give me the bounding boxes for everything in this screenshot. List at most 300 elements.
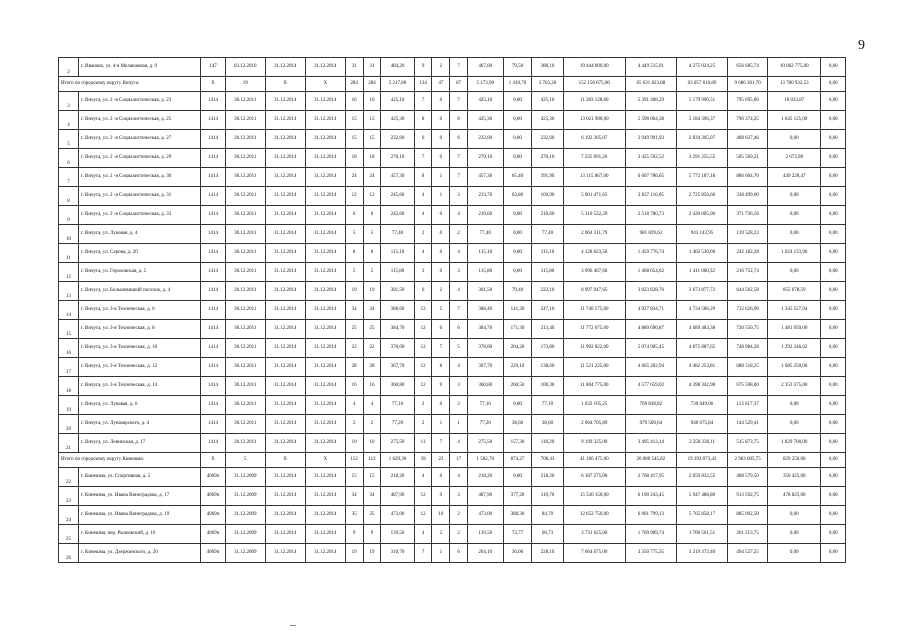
table-row [59,358,846,377]
table-cell: 0 [432,468,450,487]
table-cell: 31.12.2014 [305,111,345,130]
table-cell: 5 765 858,17 [676,506,727,525]
page-number: 9 [858,38,865,53]
table-cell: 0,00 [821,111,846,130]
table-cell: 371 736,56 [728,206,768,225]
table-cell: 30.12.2011 [225,301,265,320]
table-cell: 0,00 [821,396,846,415]
table-row [59,187,846,206]
table-cell: 218,20 [468,468,504,487]
table-cell: 0 [432,206,450,225]
table-cell: 0,00 [768,525,821,544]
table-cell: 31.12.2014 [305,301,345,320]
table-cell: 115,10 [532,244,563,263]
row-number: 13 [59,282,79,301]
table-cell: 157,30 [503,434,532,453]
table-cell: 31.12.2014 [305,225,345,244]
table-cell: 360,80 [381,377,414,396]
table-cell: 12 [414,301,432,320]
table-cell: 350 425,00 [768,468,821,487]
row-number: 19 [59,396,79,415]
table-cell: 141,30 [503,301,532,320]
table-cell: 8 [345,244,363,263]
address-cell: г. Кинешма, ул. Ивана Виноградова, д. 19 [79,506,201,525]
table-cell: 478 825,00 [768,487,821,506]
table-cell: 260,50 [503,377,532,396]
table-cell: 100,30 [532,377,563,396]
table-row [59,506,846,525]
table-cell: 30.12.2011 [225,130,265,149]
address-cell: г. Иваново, ул. 4-я Меланжевая, д. 9 [79,58,201,77]
row-number: 18 [59,377,79,396]
table-cell: 4 [450,434,468,453]
table-cell: 457,30 [381,168,414,187]
table-cell: 261 213,75 [728,525,768,544]
row-number: 20 [59,415,79,434]
table-cell: 7 [414,544,432,563]
row-number: 2 [59,58,79,77]
table-cell: 0,00 [821,282,846,301]
table-cell: 41 166 475,00 [563,453,625,468]
table-cell: 1414 [201,339,225,358]
table-cell: 2 [414,396,432,415]
table-cell: 0,00 [821,77,846,92]
table-cell: 4 [450,282,468,301]
table-cell: 0,00 [821,487,846,506]
table-cell: 0 [432,130,450,149]
address-cell: г. Вичуга, ул. 2 -я Социалистическая, д. 31 [79,187,201,206]
table-cell: 3 [450,487,468,506]
table-cell: 1 629,30 [381,453,414,468]
table-cell: 0,00 [503,206,532,225]
table-cell: 77,10 [381,396,414,415]
table-cell: 30.12.2011 [225,263,265,282]
table-cell: 1 468 654,62 [625,263,676,282]
table-cell: 0 [432,396,450,415]
table-cell: 6 190 243,45 [625,487,676,506]
table-cell: 829 250,00 [768,453,821,468]
table-cell: 115,10 [468,244,504,263]
table-cell: 31.12.2014 [265,396,305,415]
table-cell: 1 [432,544,450,563]
table-cell: 886 664,70 [728,168,768,187]
table-cell: 4 [450,358,468,377]
table-cell: 2 420 005,00 [676,206,727,225]
table-cell: 0,00 [821,415,846,434]
table-cell: 25 [345,320,363,339]
table-cell: 173,80 [532,339,563,358]
table-cell: 0,00 [821,525,846,544]
table-cell: 31.12.2014 [305,468,345,487]
table-cell: 22 [363,339,381,358]
scan-mark [290,625,296,626]
row-number: 15 [59,320,79,339]
table-cell: 65 631 823,88 [625,77,676,92]
table-cell: 473,00 [468,506,504,525]
table-cell: 31.12.2014 [305,206,345,225]
table-cell: 301,50 [381,282,414,301]
table-cell: 3 219 372,40 [676,544,727,563]
table-cell: 0,00 [821,149,846,168]
table-cell: 31.12.2009 [225,525,265,544]
table-row [59,206,846,225]
table-cell: 0,00 [503,225,532,244]
table-cell: 1 345 527,04 [768,301,821,320]
table-cell: 30.12.2011 [225,320,265,339]
table-cell: 4 734 586,29 [676,301,727,320]
table-cell: 4 128 623,58 [563,244,625,263]
table-cell: 1414 [201,225,225,244]
table-cell: 505 569,21 [728,149,768,168]
table-cell: 494 527,25 [728,544,768,563]
table-cell: 0,00 [768,396,821,415]
table-cell: 31.12.2014 [265,168,305,187]
table-cell: 0,00 [821,544,846,563]
table-cell: 425,30 [532,111,563,130]
table-cell: 139,50 [381,525,414,544]
table-cell: 31.12.2009 [225,506,265,525]
table-cell: 9 199 325,00 [563,434,625,453]
table-cell: 12 652 750,00 [563,506,625,525]
table-cell: 31.12.2009 [225,544,265,563]
table-cell: 855 678,59 [768,282,821,301]
table-cell: 5 391 408,29 [625,92,676,111]
table-cell: 30.12.2011 [225,149,265,168]
table-cell: 8 [414,168,432,187]
table-cell: 0,00 [821,320,846,339]
table-cell: 270,10 [468,149,504,168]
table-cell: 65,40 [503,168,532,187]
table-cell: 739 649,06 [676,396,727,415]
table-cell: 31.12.2014 [265,130,305,149]
table-cell: 38,60 [503,415,532,434]
table-cell: 12 [414,320,432,339]
table-cell: 31.12.2014 [305,244,345,263]
row-number: 17 [59,358,79,377]
table-cell: 5 596 004,38 [625,111,676,130]
table-cell: 20 080 545,82 [625,453,676,468]
table-cell: 6 [414,282,432,301]
table-cell: 19 [345,544,363,563]
table-cell: 77,20 [381,415,414,434]
table-cell: 16 033,87 [768,92,821,111]
table-cell: 72,77 [503,525,532,544]
table-cell: 0,00 [821,377,846,396]
table-row [59,544,846,563]
table-cell: 270,10 [381,149,414,168]
table-cell: 0,00 [768,263,821,282]
table-cell: 30.12.2011 [225,206,265,225]
table-cell: 28 [363,358,381,377]
table-cell: 0,00 [821,58,846,77]
table-cell: X [201,77,225,92]
table-cell: 0,00 [821,358,846,377]
table-cell: 5 217,80 [381,77,414,92]
address-cell: г. Вичуга, ул. Большевицкий поселок, д. 4 [79,282,201,301]
table-cell: 31.12.2014 [305,525,345,544]
table-cell: 11 383 128,60 [563,92,625,111]
table-cell: 4 275 024,25 [676,58,727,77]
table-cell: 11 804 775,00 [563,377,625,396]
table-cell: 3 731 625,00 [563,525,625,544]
table-cell: 708,43 [532,453,563,468]
table-cell: 47 [432,77,450,92]
table-cell: 264,10 [468,544,504,563]
table-cell: 31.12.2014 [265,506,305,525]
table-cell: 15 [345,468,363,487]
table-cell: 210,60 [532,206,563,225]
table-cell: 242 182,28 [728,244,768,263]
table-cell: 378,00 [381,339,414,358]
address-cell: г. Вичуга, ул. Луначарского, д. 4 [79,415,201,434]
table-row [59,149,846,168]
table-cell: 2 [432,525,450,544]
table-cell: 388,10 [532,58,563,77]
table-cell: 275,50 [381,434,414,453]
address-cell: г. Кинешма, ул. Спортивная, д. 5 [79,468,201,487]
table-cell: 2 949 991,93 [625,130,676,149]
table-cell: 8 [432,358,450,377]
table-cell: 5 [345,263,363,282]
row-number: 25 [59,525,79,544]
table-cell: 3 673 877,72 [676,282,727,301]
subtotal-label: Итого по городскому округу Кинешма: [59,453,201,468]
table-cell: 118,20 [532,434,563,453]
table-cell: 1414 [201,187,225,206]
row-number: 8 [59,187,79,206]
table-cell: 213,40 [532,320,563,339]
table-cell: 210,60 [468,206,504,225]
table-cell: 11 992 022,00 [563,339,625,358]
table-cell: 112 [345,453,363,468]
table-cell: 720 550,75 [728,320,768,339]
table-cell: 3 823 828,76 [625,282,676,301]
table-cell: 5 947 488,80 [676,487,727,506]
table-cell: 31.12.2009 [225,468,265,487]
row-number: 21 [59,434,79,453]
table-cell: 360,80 [468,377,504,396]
table-cell: 2 [450,506,468,525]
table-cell: 2 834 305,07 [676,130,727,149]
table-cell: 4069п [201,487,225,506]
table-cell: X [305,453,345,468]
table-cell: 0,00 [768,130,821,149]
address-cell: г. Вичуга, ул. 2 -я Социалистическая, д. 29 [79,149,201,168]
row-number: 10 [59,225,79,244]
table-cell: 4 665 202,94 [625,358,676,377]
table-cell: 487,90 [381,487,414,506]
table-cell: 77,40 [532,225,563,244]
table-cell: 204,20 [503,339,532,358]
table-cell: 31.12.2014 [265,187,305,206]
table-cell: 4069п [201,544,225,563]
table-cell: 310,70 [381,544,414,563]
table-cell: 408 637,46 [728,130,768,149]
table-cell: 11 772 675,00 [563,320,625,339]
table-cell: X [265,77,305,92]
table-cell: 5 901 471,65 [563,187,625,206]
table-cell: 7 225 091,26 [563,149,625,168]
table-cell: 15 [345,111,363,130]
table-cell: 169,90 [532,187,563,206]
table-cell: 5 [363,225,381,244]
table-cell: 367,70 [381,358,414,377]
table-cell: 19 444 000,00 [563,58,625,77]
table-cell: 30.12.2011 [225,225,265,244]
table-cell: 5 074 905,45 [625,339,676,358]
table-cell: 515 873,75 [728,434,768,453]
table-cell: 3 350 775,35 [625,544,676,563]
table-cell: 39 [414,453,432,468]
table-cell: 2 518 780,73 [625,206,676,225]
table-cell: 0,00 [503,130,532,149]
table-cell: 4069п [201,525,225,544]
table-cell: 245,60 [381,187,414,206]
table-cell: 940 675,84 [676,415,727,434]
table-cell: 12 [363,187,381,206]
table-cell: 4 577 659,02 [625,377,676,396]
table-cell: 913 592,75 [728,487,768,506]
table-cell: 66,73 [532,525,563,544]
table-cell: 1414 [201,434,225,453]
table-cell: 113 617,37 [728,396,768,415]
table-cell: 2 673,98 [768,149,821,168]
table-cell: 0,00 [768,187,821,206]
table-cell: 31.12.2014 [265,377,305,396]
table-cell: 31.12.2014 [305,168,345,187]
table-cell: 30.12.2011 [225,358,265,377]
table-cell: 0,00 [768,506,821,525]
table-cell: 1 024 133,96 [768,244,821,263]
table-cell: 1 [432,168,450,187]
table-cell: 31.12.2014 [265,487,305,506]
table-row [59,487,846,506]
table-cell: 2 [432,58,450,77]
table-cell: 12 [414,358,432,377]
table-cell: 115,80 [468,263,504,282]
table-cell: 675 598,00 [728,377,768,396]
table-row [59,58,846,77]
table-cell: 8 997 947,65 [563,282,625,301]
table-cell: 30.12.2011 [225,396,265,415]
table-cell: 5 772 187,18 [676,168,727,187]
table-cell: 12 [414,377,432,396]
table-cell: 2 659 832,55 [676,468,727,487]
table-cell: 31.12.2014 [265,149,305,168]
table-cell: 2 725 856,60 [676,187,727,206]
table-cell: 22 [432,453,450,468]
table-cell: 139,50 [468,525,504,544]
table-cell: 0 [432,92,450,111]
table-cell: 4 875 887,65 [676,339,727,358]
table-cell: 732 626,96 [728,301,768,320]
table-cell: 981 839,62 [625,225,676,244]
table-cell: 5 184 396,37 [676,111,727,130]
table-cell: 31.12.2014 [265,320,305,339]
table-cell: 3 [450,187,468,206]
table-cell: 84,70 [532,506,563,525]
table-cell: 467,60 [468,58,504,77]
address-cell: г. Вичуга, ул. 3-я Техническая, д. 12 [79,358,201,377]
table-cell: 31.12.2014 [265,244,305,263]
table-cell: 38,60 [532,415,563,434]
table-cell: 7 [432,339,450,358]
address-cell: г. Вичуга, ул. 3-я Техническая, д. 8 [79,320,201,339]
table-cell: 4 [450,244,468,263]
address-cell: г. Вичуга, ул. 2 -я Социалистическая, д. 33 [79,206,201,225]
table-cell: 31.12.2014 [305,434,345,453]
table-cell: 3 096 467,68 [563,263,625,282]
table-cell: 644 562,58 [728,282,768,301]
table-cell: 4 [363,396,381,415]
table-cell: 6 [363,206,381,225]
table-cell: 11 [414,434,432,453]
table-cell: 2 [450,396,468,415]
table-cell: 1 829 700,00 [768,434,821,453]
table-cell: 247,10 [532,301,563,320]
row-number: 14 [59,301,79,320]
table-cell: 425,30 [381,111,414,130]
table-cell: 0,00 [821,206,846,225]
address-cell: г. Кинешма, ул. Дзержинского, д. 20 [79,544,201,563]
table-body [59,58,846,563]
table-cell: 391,90 [532,168,563,187]
table-cell: 0 [432,149,450,168]
table-cell: 152 156 675,00 [563,77,625,92]
table-cell: 0,00 [503,92,532,111]
table-cell: 1414 [201,377,225,396]
table-cell: 1 411 060,32 [676,263,727,282]
table-cell: 2 [414,225,432,244]
table-cell: 115,80 [381,263,414,282]
table-cell: 30.12.2011 [225,377,265,396]
table-cell: 796 374,25 [728,111,768,130]
table-cell: 0,00 [768,206,821,225]
table-cell: 388,60 [381,301,414,320]
table-cell: 31.12.2014 [265,206,305,225]
table-cell: 457,30 [468,168,504,187]
table-cell: 0 [432,225,450,244]
table-cell: 0,00 [768,415,821,434]
table-cell: 218,20 [532,468,563,487]
table-cell: 1414 [201,130,225,149]
table-cell: 30.12.2011 [225,244,265,263]
table-cell: 484,20 [381,58,414,77]
table-cell: 301,50 [468,282,504,301]
table-cell: 0,00 [821,468,846,487]
table-cell: 30.12.2011 [225,282,265,301]
table-cell: 449 228,47 [768,168,821,187]
table-cell: 0,00 [503,111,532,130]
table-cell: 7 [450,149,468,168]
table-cell: 656 685,74 [728,58,768,77]
table-cell: 4 [414,206,432,225]
table-cell: 1 645 125,00 [768,111,821,130]
table-cell: 0 [432,244,450,263]
row-number: 12 [59,263,79,282]
table-cell: 9 [363,525,381,544]
table-cell: 31.12.2014 [305,506,345,525]
table-cell: 6 [345,206,363,225]
row-number: 6 [59,149,79,168]
subtotal-row [59,77,846,92]
table-cell: 31.12.2014 [265,434,305,453]
table-cell: 34 [363,487,381,506]
table-cell: 24 [363,168,381,187]
table-cell: 31.12.2014 [305,263,345,282]
table-cell: 31.12.2014 [305,130,345,149]
table-cell: 425,10 [381,92,414,111]
